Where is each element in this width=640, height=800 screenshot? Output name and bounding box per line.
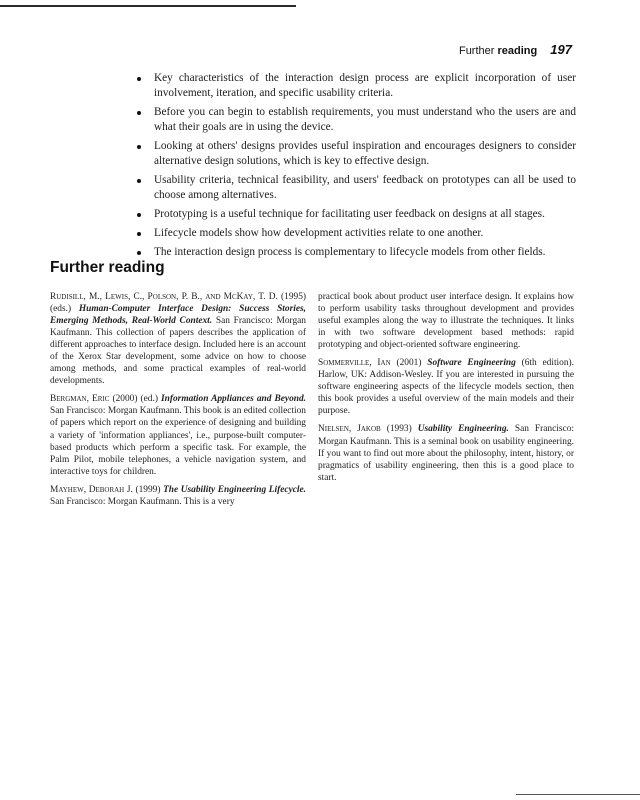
bullet-item: Before you can begin to establish requirements, you must understand who the users are and what their goals are in using the device. — [132, 105, 576, 135]
reference-entry — [318, 357, 574, 417]
bullet-item: The interaction design process is complementary to lifecycle models from other fields. — [132, 245, 576, 260]
reference-body: San Francisco: Morgan Kaufmann. This book is an edited collection of papers which report on the experience of designing and building a variety of 'information appliances', i.e., purpose-built computer-based products which perform a specific task. For example, the Palm Pilot, mobile telephones, a vehicle navigation system, and interactive toys for children. — [50, 406, 306, 477]
running-head-title: Further reading — [458, 45, 538, 57]
reference-author: Bergman, Eric — [50, 394, 110, 405]
reference-title: Human-Computer Interface Design: Success Stories, Emerging Methods, Real-World Context. — [50, 304, 307, 327]
reference-body: practical book about product user interface design. It explains how to perform usability tasks throughout development and provides useful examples along the way to illustrate the techniques. It links in with two software development based methods: rapid prototyping and object-oriented software engineering. — [318, 292, 574, 351]
running-head — [459, 42, 572, 57]
reference-year: (1993) — [386, 424, 412, 435]
reference-year: (1995) (eds.) — [50, 292, 307, 315]
bullet-item: Usability criteria, technical feasibility, and users' feedback on prototypes can all be used to choose among alternatives. — [132, 173, 576, 203]
page-number: 197 — [550, 42, 572, 57]
reference-entry — [50, 484, 306, 508]
section-heading: Further reading — [50, 259, 165, 276]
references-left-column — [50, 291, 306, 514]
bullet-item: Prototyping is a useful technique for facilitating user feedback on designs at all stages. — [132, 207, 576, 222]
top-rule — [0, 5, 296, 7]
reference-year: (1999) — [135, 484, 161, 495]
reference-author: Sommerville, Ian — [318, 358, 391, 369]
reference-entry — [318, 423, 574, 483]
reference-body: San Francisco: Morgan Kaufmann. This is a seminal book on usability engineering. If you want to find out more about the philosophy, intent, history, or pragmatics of usability engineering, then this is a good place to start. — [318, 424, 574, 483]
reference-author: Rudisill, M., Lewis, C., Polson, P. B., and McKay, T. D. — [50, 292, 278, 302]
reference-title: Software Engineering — [427, 358, 516, 369]
reference-year: (2001) — [396, 358, 422, 369]
reference-body: San Francisco: Morgan Kaufmann. This collection of papers describes the application of different approaches to interface design. Included here is an account of the Xerox Star development, some advice on how to choose among methods, and some practical examples of real-world developments. — [50, 316, 306, 387]
reference-entry — [50, 393, 306, 477]
reference-continuation — [318, 291, 574, 351]
reference-body: San Francisco: Morgan Kaufmann. This is a very — [50, 496, 235, 507]
reference-title: The Usability Engineering Lifecycle. — [163, 484, 307, 495]
bullet-item: Key characteristics of the interaction design process are explicit incorporation of user involvement, iteration, and specific usability criteria. — [132, 71, 576, 101]
references-right-column — [318, 291, 574, 490]
bullet-item: Looking at others' designs provides useful inspiration and encourages designers to consider alternative design solutions, which is key to effective design. — [132, 139, 576, 169]
reference-author: Nielsen, Jakob — [318, 424, 381, 435]
bullet-item: Lifecycle models show how development activities relate to one another. — [132, 226, 576, 241]
summary-bullet-list — [132, 71, 576, 264]
reference-year: (2000) (ed.) — [112, 394, 158, 405]
bottom-rule — [516, 794, 640, 795]
reference-entry — [50, 291, 306, 387]
reference-title: Usability Engineering. — [417, 424, 509, 435]
reference-body: (6th edition). Harlow, UK: Addison-Wesley. If you are interested in pursuing the software engineering aspects of the lifecycle models section, then this book provides a useful overview of the main models and their purpose. — [318, 358, 575, 417]
reference-author: Mayhew, Deborah J. — [50, 484, 133, 495]
reference-title: Information Appliances and Beyond. — [161, 394, 307, 405]
